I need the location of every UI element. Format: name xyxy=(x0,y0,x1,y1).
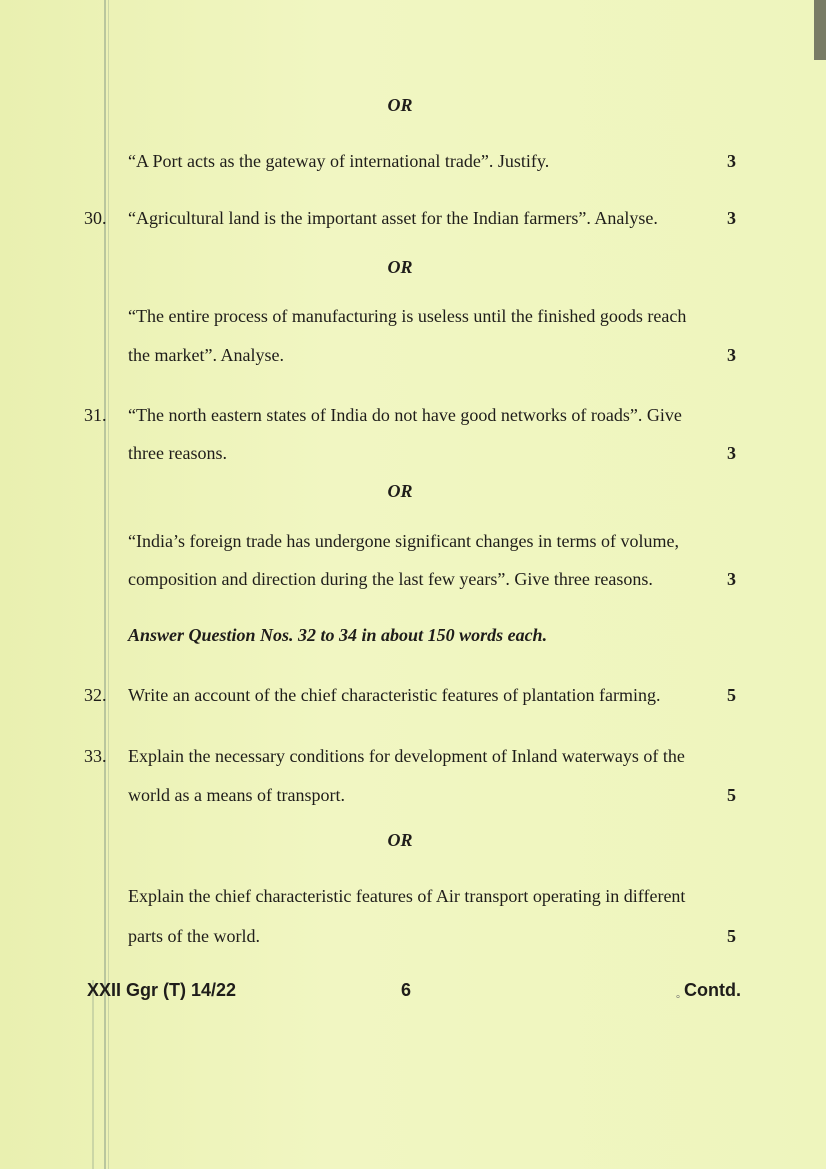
question-30-alternative-line-1: “The entire process of manufacturing is useless until the finished goods reach xyxy=(128,306,687,326)
question-31-line-2: three reasons. xyxy=(128,443,227,463)
question-30-alternative-line-2: the market”. Analyse. xyxy=(128,345,284,365)
question-29-alternative-text: “A Port acts as the gateway of international trade”. Justify. xyxy=(128,151,550,171)
ink-mark: ° xyxy=(676,994,680,1005)
or-separator: OR xyxy=(387,830,413,850)
question-33-marks: 5 xyxy=(727,785,736,805)
question-30-number: 30. xyxy=(84,208,107,228)
question-31-line-1: “The north eastern states of India do not have good networks of roads”. Give xyxy=(128,405,682,425)
question-32-text: Write an account of the chief characteristic features of plantation farming. xyxy=(128,685,661,705)
section-instruction: Answer Question Nos. 32 to 34 in about 150 words each. xyxy=(128,625,548,645)
continued-label: Contd. xyxy=(684,980,741,1000)
question-33-line-1: Explain the necessary conditions for development of Inland waterways of the xyxy=(128,746,685,766)
question-30-alternative-marks: 3 xyxy=(727,345,736,365)
page-number: 6 xyxy=(401,980,412,1000)
or-separator: OR xyxy=(387,95,413,115)
or-separator: OR xyxy=(387,481,413,501)
question-30-marks: 3 xyxy=(727,208,736,228)
question-31-alternative-marks: 3 xyxy=(727,569,736,589)
fold-line xyxy=(92,980,94,1169)
question-30-text: “Agricultural land is the important asset for the Indian farmers”. Analyse. xyxy=(128,208,658,228)
question-33-alternative-line-2: parts of the world. xyxy=(128,926,260,946)
question-31-marks: 3 xyxy=(727,443,736,463)
question-31-alternative-line-1: “India’s foreign trade has undergone significant changes in terms of volume, xyxy=(128,531,680,551)
paper-code: XXII Ggr (T) 14/22 xyxy=(87,980,237,1000)
question-32-number: 32. xyxy=(84,685,107,705)
question-29-alternative-marks: 3 xyxy=(727,151,736,171)
question-32-marks: 5 xyxy=(727,685,736,705)
question-31-alternative-line-2: composition and direction during the last few years”. Give three reasons. xyxy=(128,569,653,589)
question-33-alternative-line-1: Explain the chief characteristic features of Air transport operating in different xyxy=(128,886,686,906)
question-33-line-2: world as a means of transport. xyxy=(128,785,345,805)
scan-edge xyxy=(814,0,826,60)
or-separator: OR xyxy=(387,257,413,277)
question-33-number: 33. xyxy=(84,746,107,766)
question-33-alternative-marks: 5 xyxy=(727,926,736,946)
question-31-number: 31. xyxy=(84,405,107,425)
